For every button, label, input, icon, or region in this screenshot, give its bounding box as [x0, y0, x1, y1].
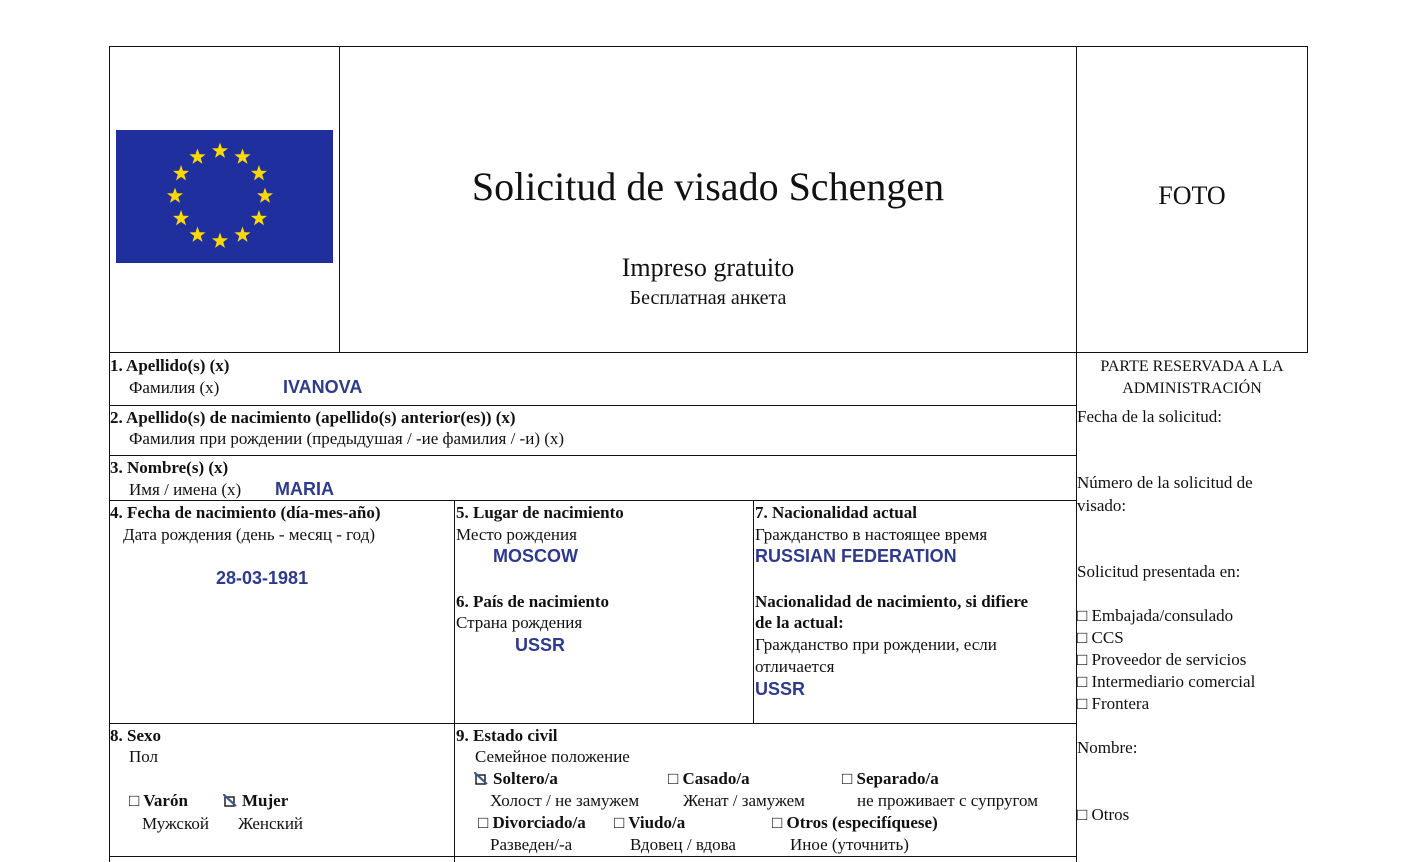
civil-option-divorciado[interactable]: □ Divorciado/a: [478, 813, 586, 832]
civil-option-casado[interactable]: □ Casado/a: [668, 769, 750, 788]
civil-option-otros[interactable]: □ Otros (especifíquese): [772, 813, 938, 832]
photo-box-label: FOTO: [1158, 181, 1226, 210]
civil-option-casado-ru: Женат / замужем: [683, 791, 805, 810]
field-3-label-ru: Имя / имена (x): [129, 480, 242, 499]
admin-option-ccs[interactable]: □ CCS: [1077, 628, 1124, 647]
row-line-1: [109, 405, 1076, 406]
field-7b-label-line2: de la actual:: [755, 613, 844, 632]
field-5-label: 5. Lugar de nacimiento: [456, 503, 624, 522]
sex-option-mujer-checkbox[interactable]: [223, 794, 237, 808]
sex-option-mujer-ru: Женский: [238, 814, 304, 833]
civil-soltero-checkbox[interactable]: [474, 772, 488, 786]
admin-numero-label-line2: visado:: [1077, 496, 1127, 515]
field-6-label-ru: Страна рождения: [456, 613, 583, 632]
birth-date-value[interactable]: 28-03-1981: [216, 568, 309, 588]
eu-flag-icon: [116, 130, 333, 263]
field-7-label-ru: Гражданство в настоящее время: [755, 525, 988, 544]
admin-option-embajada[interactable]: □ Embajada/consulado: [1077, 606, 1234, 625]
admin-option-otros[interactable]: □ Otros: [1077, 805, 1130, 824]
form-subtitle: Impreso gratuito: [621, 253, 795, 282]
form-border-right: [1307, 46, 1308, 353]
field-7b-label-ru-line2: отличается: [755, 657, 835, 676]
field-2-label-ru: Фамилия при рождении (предыдушая / -ие фамилия / -и) (x): [129, 429, 565, 448]
field-2-label: 2. Apellido(s) de nacimiento (apellido(s) anterior(es)) (x): [110, 408, 516, 427]
surname-value[interactable]: IVANOVA: [283, 377, 363, 397]
sex-option-mujer[interactable]: Mujer: [242, 791, 289, 810]
field-7b-label-line1: Nacionalidad de nacimiento, si difiere: [755, 592, 1029, 611]
row-line-4: [109, 723, 1076, 724]
form-subtitle-ru: Бесплатная анкета: [629, 287, 787, 309]
admin-option-proveedor[interactable]: □ Proveedor de servicios: [1077, 650, 1247, 669]
col-line-5-7: [753, 500, 754, 723]
header-bottom-line: [109, 352, 1308, 353]
sex-option-varon[interactable]: □ Varón: [129, 791, 188, 810]
first-name-value[interactable]: MARIA: [275, 479, 334, 499]
admin-numero-label-line1: Número de la solicitud de: [1077, 473, 1253, 492]
field-1-label: 1. Apellido(s) (x): [110, 356, 230, 375]
field-9-label-ru: Семейное положение: [475, 747, 630, 766]
row-line-2: [109, 455, 1076, 456]
field-6-label: 6. País de nacimiento: [456, 592, 609, 611]
admin-title-line1: PARTE RESERVADA A LA: [1100, 358, 1284, 375]
civil-option-soltero[interactable]: Soltero/a: [493, 769, 558, 788]
row-line-3: [109, 500, 1076, 501]
admin-fecha-label: Fecha de la solicitud:: [1077, 407, 1222, 426]
admin-option-intermediario[interactable]: □ Intermediario comercial: [1077, 672, 1256, 691]
birth-country-value[interactable]: USSR: [515, 635, 566, 655]
civil-option-otros-ru: Иное (уточнить): [790, 835, 909, 854]
field-7b-label-ru-line1: Гражданство при рождении, если: [755, 635, 997, 654]
form-title: Solicitud de visado Schengen: [471, 164, 945, 209]
admin-nombre-label: Nombre:: [1077, 738, 1138, 757]
field-5-label-ru: Место рождения: [456, 525, 577, 544]
field-8-label-ru: Пол: [129, 747, 159, 766]
field-3-label: 3. Nombre(s) (x): [110, 458, 229, 477]
field-9-label: 9. Estado civil: [456, 726, 558, 745]
field-4-label-ru: Дата рождения (день - месяц - год): [123, 525, 376, 544]
sex-option-varon-ru: Мужской: [142, 814, 209, 833]
civil-option-viudo[interactable]: □ Viudo/a: [614, 813, 686, 832]
admin-option-frontera[interactable]: □ Frontera: [1077, 694, 1150, 713]
civil-option-separado-ru: не проживает с супругом: [857, 791, 1038, 810]
nationality-value[interactable]: RUSSIAN FEDERATION: [755, 546, 957, 566]
field-8-label: 8. Sexo: [110, 726, 161, 745]
field-1-label-ru: Фамилия (x): [129, 378, 220, 397]
civil-option-viudo-ru: Вдовец / вдова: [630, 835, 736, 854]
form-border-top: [109, 46, 1308, 47]
birth-nationality-value[interactable]: USSR: [755, 679, 806, 699]
civil-option-soltero-ru: Холост / не замужем: [490, 791, 640, 810]
col-line-4-5: [454, 500, 455, 862]
field-4-label: 4. Fecha de nacimiento (día-mes-año): [110, 503, 381, 522]
admin-title-line2: ADMINISTRACIÓN: [1122, 380, 1262, 397]
row-line-5: [109, 856, 1076, 857]
civil-option-separado[interactable]: □ Separado/a: [842, 769, 939, 788]
civil-option-divorciado-ru: Разведен/-а: [490, 835, 573, 854]
birth-place-value[interactable]: MOSCOW: [493, 546, 578, 566]
admin-presentada-label: Solicitud presentada en:: [1077, 562, 1241, 581]
field-7-label: 7. Nacionalidad actual: [755, 503, 917, 522]
